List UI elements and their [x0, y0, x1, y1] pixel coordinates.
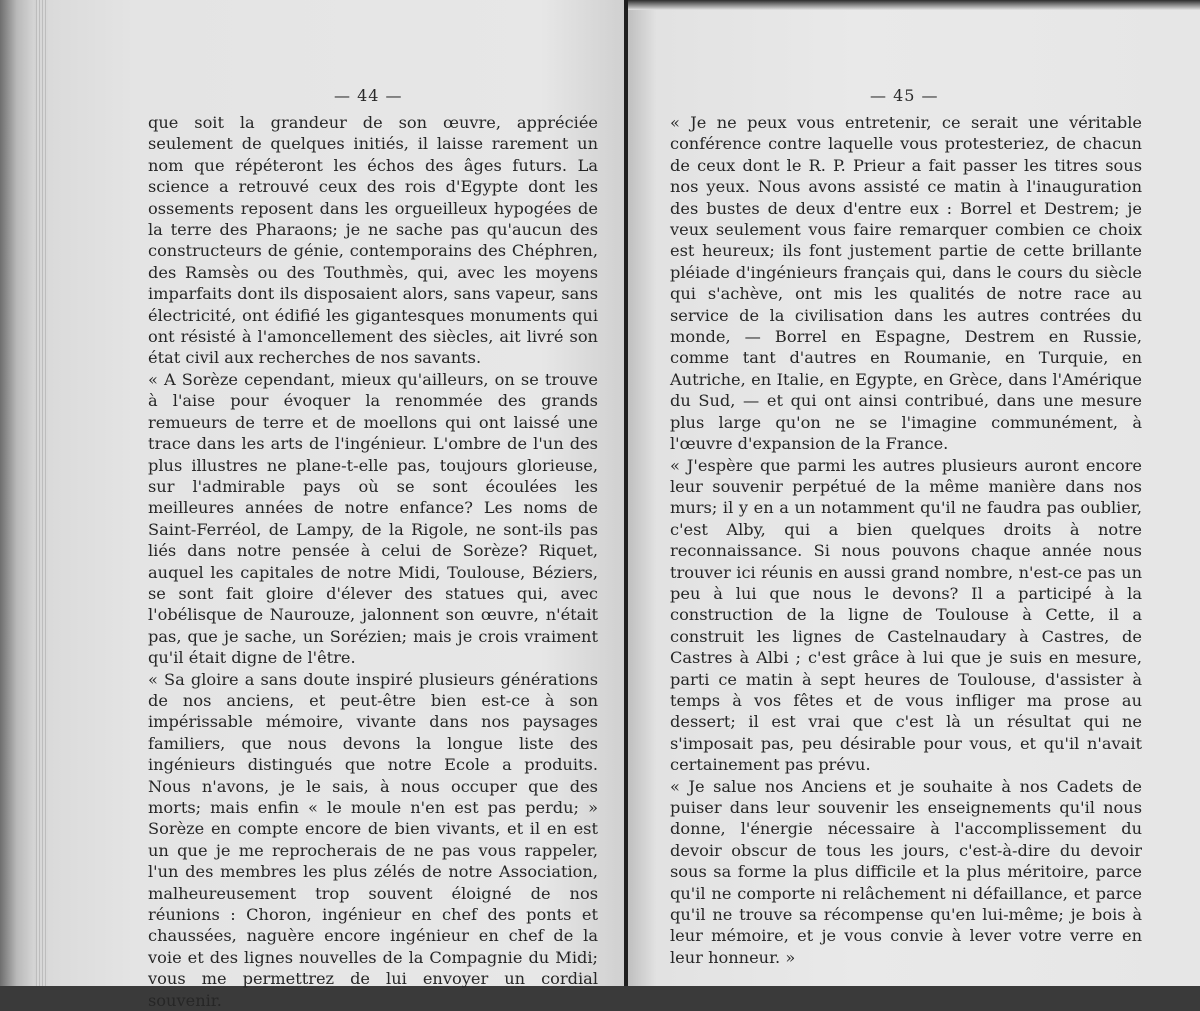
left-page [48, 0, 628, 1010]
paragraph: « Je ne peux vous entretenir, ce serait une véritable conférence contre laquelle vous protesteriez, de chacun de ceux dont le R. P. Prieur a fait passer les titres sous nos yeux. Nous avons assisté ce matin à l'inauguration des bustes de deux d'entre eux : Borrel et Destrem; je veux seulement vous faire remarquer combien ce choix est heureux; ils font justement partie de cette brillante pléiade d'ingénieurs français qui, dans le cours du siècle qui s'achève, ont mis les qualités de notre race au service de la civilisation dans les autres contrées du monde, — Borrel en Espagne, Destrem en Russie, comme tant d'autres en Roumanie, en Turquie, en Autriche, en Italie, en Egypte, en Grèce, dans l'Amérique du Sud, — et qui ont ainsi contribué, dans une mesure plus large qu'on ne se l'imagine communément, à l'œuvre d'expansion de la France. [670, 113, 1142, 454]
paragraph: « J'espère que parmi les autres plusieurs auront encore leur souvenir perpétué de la même manière dans nos murs; il y en a un notamment qu'il ne faudra pas oublier, c'est Alby, qui a bien quelques droits à notre reconnaissance. Si nous pouvons chaque année nous trouver ici réunis en aussi grand nombre, n'est-ce pas un peu à lui que nous le devons? Il a participé à la construction de la ligne de Toulouse à Cette, il a construit les lignes de Castelnaudary à Castres, de Castres à Albi ; c'est grâce à lui que je suis en mesure, parti ce matin à sept heures de Toulouse, d'assister à temps à vos fêtes et de vous infliger ma prose au dessert; il est vrai que c'est là un résultat qui ne s'imposait pas, peu désirable pour vous, et qu'il n'avait certainement pas prévu. [670, 455, 1142, 775]
right-page [628, 0, 1200, 986]
page-text [148, 112, 598, 1011]
paragraph: que soit la grandeur de son œuvre, appréciée seulement de quelques initiés, il laisse rarement un nom que répéteront les échos des âges futurs. La science a retrouvé ceux des rois d'Egypte dont les ossements reposent dans les orgueilleux hypogées de la terre des Pharaons; je ne sache pas qu'aucun des constructeurs de génie, contemporains des Chéphren, des Ramsès ou des Touthmès, qui, avec les moyens imparfaits dont ils disposaient alors, sans vapeur, sans électricité, ont édifié les gigantesques monuments qui ont résisté à l'amoncellement des siècles, ait livré son état civil aux recherches de nos savants. [148, 113, 598, 368]
paragraph: « A Sorèze cependant, mieux qu'ailleurs, on se trouve à l'aise pour évoquer la renommée des grands remueurs de terre et de moellons qui ont laissé une trace dans les arts de l'ingénieur. L'ombre de l'un des plus illustres ne plane-t-elle pas, toujours glorieuse, sur l'admirable pays où se sont écoulées les meilleures années de notre enfance? Les noms de Saint-Ferréol, de Lampy, de la Rigole, ne sont-ils pas liés dans notre pensée à celui de Sorèze? Riquet, auquel les capitales de notre Midi, Toulouse, Béziers, se sont fait gloire d'élever des statues qui, avec l'obélisque de Naurouze, jalonnent son œuvre, n'était pas, que je sache, un Sorézien; mais je crois vraiment qu'il était digne de l'être. [148, 369, 598, 668]
scan-shadow [628, 0, 1200, 10]
paragraph: « Je salue nos Anciens et je souhaite à nos Cadets de puiser dans leur souvenir les enseignements qu'il nous donne, l'énergie nécessaire à l'accomplissement du devoir obscur de tous les jours, c'est-à-dire du devoir sous sa forme la plus difficile et la plus méritoire, parce qu'il ne comporte ni relâchement ni défaillance, et parce qu'il ne trouve sa récompense qu'en lui-même; je bois à leur mémoire, et je vous convie à lever votre verre en leur honneur. » [670, 776, 1142, 967]
page-text [670, 112, 1142, 968]
paragraph: « Sa gloire a sans doute inspiré plusieurs générations de nos anciens, et peut-être bien est-ce à son impérissable mémoire, vivante dans nos paysages familiers, que nous devons la longue liste des ingénieurs distingués que notre Ecole a produits. Nous n'avons, je le sais, à nous occuper que des morts; mais enfin « le moule n'en est pas perdu; » Sorèze en compte encore de bien vivants, et il en est un que je me reprocherais de ne pas vous rappeler, l'un des membres les plus zélés de notre Association, malheureusement trop souvent éloigné de nos réunions : Choron, ingénieur en chef des ponts et chaussées, naguère encore ingénieur en chef de la voie et des lignes nouvelles de la Compagnie du Midi; vous me permettrez de lui envoyer un cordial souvenir. [148, 669, 598, 1010]
page-number: — 44 — [334, 86, 403, 105]
page-stack-edge [0, 0, 48, 986]
page-number: — 45 — [870, 86, 939, 105]
